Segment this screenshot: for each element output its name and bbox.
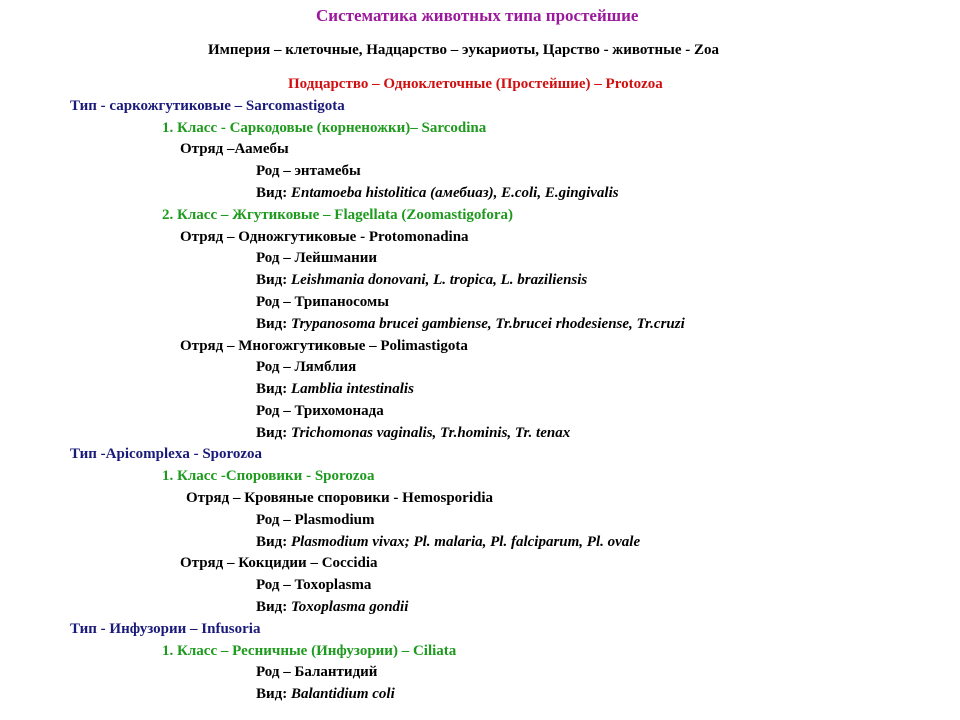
order-hemosporidia: Отряд – Кровяные споровики - Hemosporidia: [186, 490, 494, 506]
order-protomonadina: Отряд – Одножгутиковые - Protomonadina: [180, 229, 469, 245]
class-ciliata: 1. Класс – Ресничные (Инфузории) – Ciliata: [162, 643, 457, 659]
species-names: Toxoplasma gondii: [290, 599, 409, 615]
subkingdom-heading: Подцарство – Одноклеточные (Простейшие) – Protozoa: [288, 76, 663, 92]
class-flagellata: 2. Класс – Жгутиковые – Flagellata (Zoomastigofora): [162, 207, 514, 223]
genus-lamblia: Род – Лямблия: [256, 359, 357, 375]
genus-plasmodium: Род – Plasmodium: [256, 512, 375, 528]
genus-balantidium: Род – Балантидий: [256, 664, 378, 680]
order-amoebae: Отряд –Аамебы: [180, 141, 289, 157]
genus-leishmania: Род – Лейшмании: [256, 250, 378, 266]
species-names: Lamblia intestinalis: [290, 381, 414, 397]
species-prefix: Вид:: [256, 316, 288, 332]
genus-trichomonas: Род – Трихомонада: [256, 403, 384, 419]
class-sarcodina: 1. Класс - Саркодовые (корненожки)– Sarcodina: [162, 120, 487, 136]
species-prefix: Вид:: [256, 534, 288, 550]
species-prefix: Вид:: [256, 599, 288, 615]
type-sarcomastigota: Тип - саркожгутиковые – Sarcomastigota: [70, 98, 345, 114]
species-prefix: Вид:: [256, 425, 288, 441]
species-prefix: Вид:: [256, 381, 288, 397]
species-prefix: Вид:: [256, 185, 288, 201]
species-prefix: Вид:: [256, 272, 288, 288]
type-infusoria: Тип - Инфузории – Infusoria: [70, 621, 261, 637]
genus-trypanosoma: Род – Трипаносомы: [256, 294, 389, 310]
order-polimastigota: Отряд – Многожгутиковые – Polimastigota: [180, 338, 468, 354]
species-prefix: Вид:: [256, 686, 288, 702]
species-entamoeba: [256, 183, 619, 203]
species-names: Trichomonas vaginalis, Tr.hominis, Tr. tenax: [290, 425, 571, 441]
type-apicomplexa: Тип -Apicomplexa - Sporozoa: [70, 446, 263, 462]
order-coccidia: Отряд – Кокцидии – Coccidia: [180, 555, 378, 571]
species-names: Leishmania donovani, L. tropica, L. braziliensis: [290, 272, 588, 288]
species-trypanosoma: [256, 314, 685, 334]
species-leishmania: [256, 270, 587, 290]
species-lamblia: [256, 379, 414, 399]
genus-entamoeba: Род – энтамебы: [256, 163, 361, 179]
species-plasmodium: [256, 532, 640, 552]
species-trichomonas: [256, 423, 570, 443]
page-title: Систематика животных типа простейшие: [316, 6, 639, 25]
species-names: Balantidium coli: [290, 686, 395, 702]
species-balantidium: [256, 684, 395, 704]
species-names: Plasmodium vivax; Pl. malaria, Pl. falciparum, Pl. ovale: [290, 534, 641, 550]
class-sporozoa: 1. Класс -Споровики - Sporozoa: [162, 468, 375, 484]
genus-toxoplasma: Род – Toxoplasma: [256, 577, 372, 593]
species-names: Entamoeba histolitica (амебиаз), E.coli, E.gingivalis: [290, 185, 619, 201]
page-subtitle: Империя – клеточные, Надцарство – эукариоты, Царство - животные - Zoa: [208, 42, 720, 58]
species-toxoplasma: [256, 597, 408, 617]
species-names: Trypanosoma brucei gambiense, Tr.brucei rhodesiense, Tr.cruzi: [290, 316, 685, 332]
